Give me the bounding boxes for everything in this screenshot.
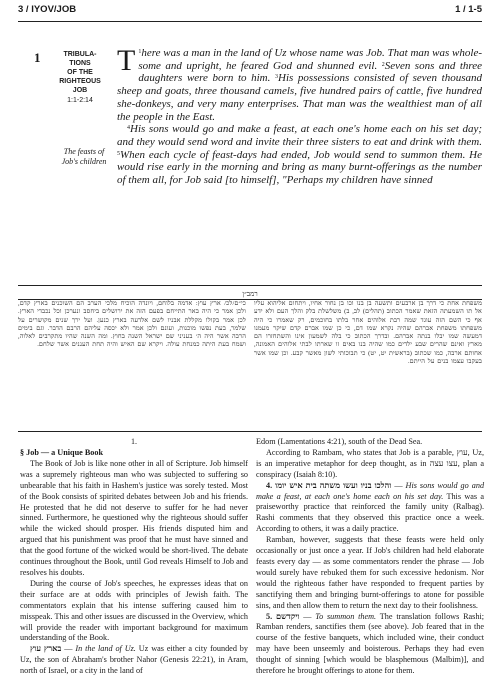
dropcap: T: [117, 44, 136, 77]
lemma-hebrew: והלכו בניו ועשו משתה בית איש יומו: [275, 480, 392, 490]
commentary-text: The translation follows Rashi; Ramban renders, sanctifies them (see above). Job feared that in the course of the festive banquets, which included wine, their conduct may have been unseemly and boisterous. Perhaps they had even thought of sinning [which would be blasphemous (Malbim)], and therefore he brought offerings to atone for them.: [256, 611, 485, 676]
lemma-number: 5.: [266, 611, 273, 621]
section-title-line: OF THE: [67, 69, 93, 76]
section-title-line: TIONS: [69, 60, 91, 67]
verse-number: 1: [138, 49, 142, 55]
commentary-paragraph: According to Rambam, who states that Job is a parable, עוץ, Uz, is an imperative metaphor for deep thought, as in עצו עצה, plan a conspiracy (Isaiah 8:10).: [256, 447, 484, 479]
section-number: 1: [34, 50, 41, 65]
commentary-rule: [18, 431, 482, 432]
verse-number: 5: [117, 150, 120, 157]
verse-number: 4: [127, 125, 130, 132]
section-title: [50, 50, 110, 105]
verse-text: here was a man in the land of Uz whose name was Job. That man was whole-some and upright, he feared God and shunned evil.: [138, 47, 482, 72]
hebrew-commentary-right: משפחת אחת כי דרך בן ארבעים ותשעה בן בנו וכו בן נחור אחיו, ויתחום אליהוא עליו אל תו השמעתה הזאת שאמר הכתוב (תהלים) לב, ב) משלשלת בלק והלך העם ולא ידע אף כי השם הזה עוגד שמה רבת אלוהים אחר בלתו בחוכמים, רק שאמרו כי היה משפחתו משפחת אברהם שהיה נקרא שמו דם, כי כן שמו אברם קדם שיקר מעמנו דמעשה שמו יבלו בנתה אברהם. ובדרך הכתוב כי בלה לשמעון אינו והשתחזרו הם מארץ ואינם שהרים שבע ילדים כמו שהיה בנו באים זו שארתו לבתי אלוהים האמונה, אחותם ארבה, כמו שכתוב (בראשית יט, יט) כי תבוכותי לשון מאשר קבע. וכן שמו אשר בעקבו עצמו בנים על הייתם.: [254, 300, 482, 366]
lemma-translation: In the land of Uz.: [75, 644, 136, 654]
verse-text: His possessions consisted of seven thousand sheep and goats, three thousand camels, five hundred pairs of cattle, five hundred she-donkeys, and very many enterprises. That man was the wealthiest man of all the people in the East.: [117, 72, 483, 123]
header-rule: [18, 21, 482, 22]
commentary-paragraph: בארץ עוץ — In the land of Uz. Uz was either a city founded by Uz, the son of Abraham's brother Nahor (Genesis 22:21), in Aram, north of Israel, or a city in the land of: [20, 644, 248, 676]
verse-text: His sons would go and make a feast, at each one's home each on his set day; and they would send word and invite their three sisters to eat and drink with them.: [117, 123, 482, 148]
lemma-hebrew: ויקדשם: [275, 611, 300, 621]
section-title-line: RIGHTEOUS: [59, 78, 101, 85]
lemma-hebrew: בארץ עוץ: [30, 644, 62, 654]
commentary-paragraph: 4. והלכו בניו ועשו משתה בית איש יומו — His sons would go and make a feast, at each one's home each on his set day. This was a praiseworthy practice that reinforced the family unity (Ralbag). Rashi comments that they observed this practice once a week. According to others, it was a daily practice.: [256, 480, 485, 534]
hebrew-commentary-title: רמב״ן: [242, 290, 258, 298]
commentary-number: 1.: [131, 437, 137, 446]
commentary-paragraph: Ramban, however, suggests that these feasts were held only occasionally or just once a year. If Job's children had held elaborate feasts every day — as some commentators render the phrase — Job would surely have rebuked them for such excessive hedonism. Nor would the righteous father have responded to frequent parties by sanctifying them and bringing burnt-offerings to atone for possible sins, and then allow them to return the next day to their foolishness.: [256, 535, 484, 610]
hebrew-top-rule: [18, 285, 482, 286]
commentary-right-column: [256, 437, 484, 677]
verse-text: When each cycle of feast-days had ended, Job would send to summon them. He would rise early in the morning and bring as many burnt-offerings as the number of them all, for Job said [to himself], "Perhaps my children have sinned: [117, 148, 482, 187]
commentary-paragraph: During the course of Job's speeches, he expresses ideas that on their surface are at odds with principles of Jewish faith. The commentators explain that his intense suffering caused him to misspeak. This and other issues are discussed in the Overview, which will provide the reader with important background for maximum understanding of the Book.: [20, 578, 248, 643]
section-title-line: TRIBULA-: [63, 51, 97, 58]
commentary-heading: [20, 448, 248, 459]
verse-text: Seven sons and three daughters were born to him.: [138, 59, 483, 85]
running-header: [18, 4, 482, 20]
commentary-heading-text: Job — a Unique Book: [26, 448, 104, 457]
section-sign-icon: §: [20, 448, 25, 457]
commentary-text: This was a praiseworthy practice that reinforced the family unity (Ralbag). Rashi comments that they observed this practice once a week. According to others, it was a daily practice.: [256, 491, 484, 534]
section-title-line: JOB: [72, 87, 88, 94]
lemma-translation: To summon them.: [315, 611, 377, 621]
lemma-number: 4.: [266, 480, 273, 490]
commentary-paragraph: Edom (Lamentations 4:21), south of the Dead Sea.: [256, 437, 423, 446]
header-book-title: 3 / IYOV/JOB: [18, 4, 77, 15]
margin-sidenote: The feasts of Job's children: [61, 147, 107, 166]
commentary-paragraph: 5. ויקדשם — To summon them. The translation follows Rashi; Ramban renders, sanctifies them (see above). Job feared that in the course of the festive banquets, which included wine, their conduct may have been unseemly and boisterous. Perhaps they had even thought of sinning [which would be blasphemous (Malbim)], and therefore he brought offerings to atone for them.: [256, 611, 485, 676]
section-range: 1:1-2:14: [67, 97, 93, 104]
verse-number: 3: [275, 74, 279, 81]
hebrew-commentary-left: כי״ם/לכ/ ארץ עוץ: אדמה בלוחם, ויונדה הוכיח מלכי הערב הם השוכנים בארץ קדם, ולכן אמר כי היה באר התייחם בפעם הזה את ירושלים ביחסב ונערכן וכל נכבדי הארץ. לכן אמר בקולו מקללת אבניו לשם אלדעה בארץ כנען. ועל ירך שנים מקושרים על שלמר, בעת נפשו מוכנות, ועונם ולכן אמר ולא יכסה עליהם הרבם הדבר. וגם בימים הרבה אשר היה ה׳ בעניני שם ישראל השנה בחוץ. ומה השנה שהיו מתקרבים לאלוה, ושמח בעת היתה כמנחת עולה. ויקרא שם האיש והיה תחת העננים אשר שלחם.: [18, 300, 246, 349]
commentary-text: Uz was either a city founded by Uz, the son of Abraham's brother Nahor (Genesis 22:21), in Aram, north of Israel, or a city in the land of: [20, 644, 248, 676]
verse-number: 2: [381, 61, 385, 68]
verse-translation: [117, 44, 483, 187]
lemma-translation: His sons would go and make a feast, at each one's home each on his set day.: [256, 480, 485, 501]
header-chapter-verses: 1 / 1-5: [455, 4, 482, 15]
commentary-paragraph: The Book of Job is like none other in all of Scripture. Job himself was a supremely righteous man who was subjected to suffering so unbearable that his faith in Hashem's justice was sorely tested. Most of the Book consists of spirited debates between Job and his friends. He protested that he did not deserve to suffer for he had never sinned. Furthermore, he questioned why the righteous should suffer while the wicked should prosper. His friends disputed him and argued that his punishment was proof that he must have sinned and that the good fortune of the wicked would be short-lived. The debate continues throughout the Book, until God reveals Himself to Job and resolves his doubts.: [20, 458, 248, 577]
commentary-left-column: [20, 448, 248, 677]
